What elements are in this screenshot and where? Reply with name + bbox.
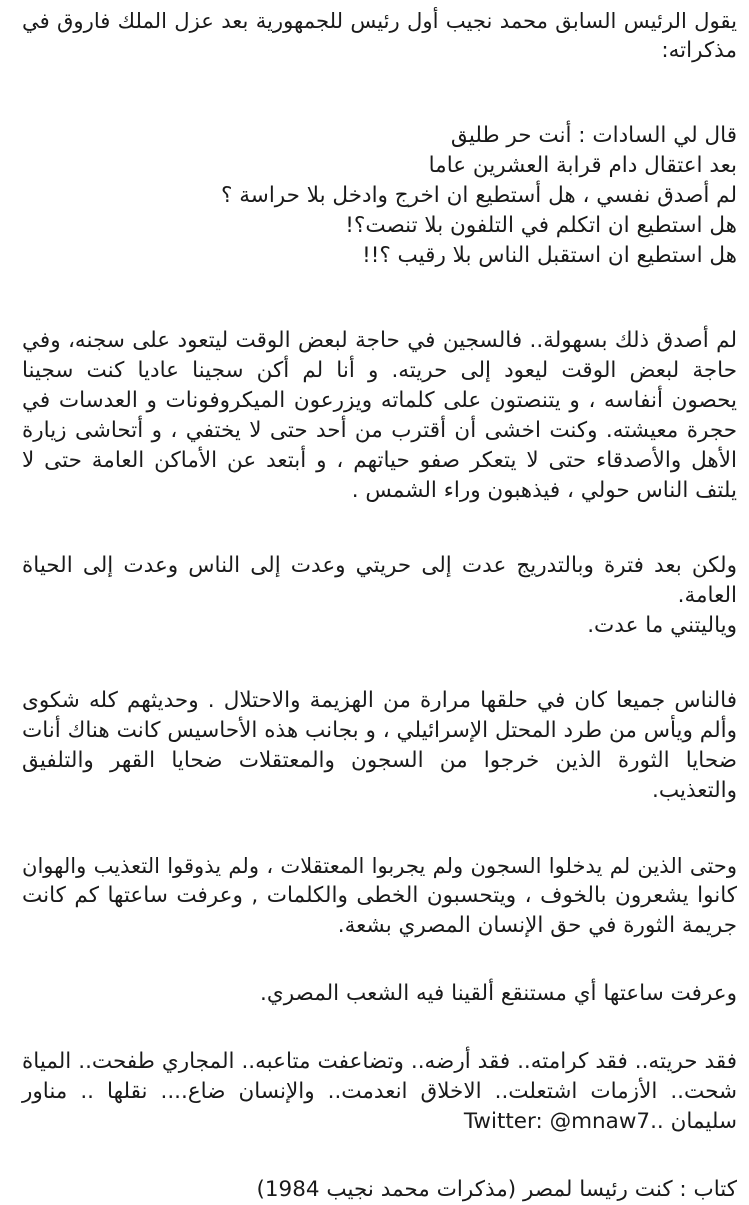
paragraph-sadat-quote [22,121,737,271]
paragraph-gap [22,506,737,551]
paragraph-gap [22,1137,737,1175]
text-line: حجرة معيشته. وكنت اخشى أن أقترب من أحد حتى لا يختفي ، و أتحاشى زيارة [22,418,737,443]
paragraph-fear [22,851,737,941]
paragraph-people [22,686,737,806]
text-line: لم أصدق نفسي ، هل أستطيع ان اخرج وادخل بلا حراسة ؟ [221,183,737,208]
paragraph-intro [22,6,737,66]
text-line: وعرفت ساعتها أي مستنقع ألقينا فيه الشعب المصري. [260,981,737,1006]
paragraph-swamp [22,979,737,1009]
paragraph-gap [22,1009,737,1047]
paragraph-prisoner [22,326,737,506]
book-source-line: كتاب : كنت رئيسا لمصر (مذكرات محمد نجيب 1984) [256,1177,737,1202]
text-line: يقول الرئيس السابق محمد نجيب أول رئيس للجمهورية بعد عزل الملك فاروق في [22,8,737,33]
paragraph-gap [22,271,737,326]
text-line: وحتى الذين لم يدخلوا السجون ولم يجربوا المعتقلات ، ولم يذوقوا التعذيب والهوان [22,853,737,878]
text-line: يحصون أنفاسه ، و يتنصتون على كلماته ويزرعون الميكروفونات و العدسات في [22,388,737,413]
text-line: العامة. [677,583,737,608]
text-line: فالناس جميعا كان في حلقها مرارة من الهزيمة والاحتلال . وحديثهم كله شكوى [22,688,737,713]
text-line: ضحايا الثورة الذين خرجوا من السجون والمعتقلات ضحايا القهر والتلفيق [22,748,737,773]
text-line: كانوا يشعرون بالخوف ، ويتحسبون الخطى والكلمات , وعرفت ساعتها كم كانت [22,883,737,908]
text-line-twitter-credit: سليمان ..Twitter: @mnaw7 [463,1109,737,1134]
text-line: ولكن بعد فترة وبالتدريج عدت إلى حريتي وعدت إلى الناس وعدت إلى الحياة [22,553,737,578]
text-line: الأهل والأصدقاء حتى لا يتعكر صفو حياتهم ، و أبتعد عن الأماكن العامة حتى لا [22,448,737,473]
text-line: فقد حريته.. فقد كرامته.. فقد أرضه.. وتضاعفت متاعبه.. المجاري طفحت.. المياة [22,1049,737,1074]
paragraph-return [22,551,737,641]
text-line: مذكراته: [661,38,737,63]
text-line: لم أصدق ذلك بسهولة.. فالسجين في حاجة لبعض الوقت ليتعود على سجنه، وفي [22,328,737,353]
text-line: يلتف الناس حولي ، فيذهبون وراء الشمس . [351,478,737,503]
text-line: بعد اعتقال دام قرابة العشرين عاما [428,153,737,178]
memoir-text-document [22,6,737,1205]
paragraph-gap [22,66,737,121]
paragraph-gap [22,941,737,979]
text-line: هل استطيع ان استقبل الناس بلا رقيب ؟!! [362,243,737,268]
text-line: وياليتني ما عدت. [587,613,737,638]
text-line: قال لي السادات : أنت حر طليق [450,123,737,148]
text-line: والتعذيب. [652,778,737,803]
text-line: هل استطيع ان اتكلم في التلفون بلا تنصت؟! [345,213,737,238]
text-line: شحت.. الأزمات اشتعلت.. الاخلاق انعدمت.. والإنسان ضاع.... نقلها .. مناور [22,1079,737,1104]
text-line: حاجة لبعض الوقت ليعود إلى حريته. و أنا لم أكن سجينا عاديا كنت سجينا [22,358,737,383]
text-line: جريمة الثورة في حق الإنسان المصري بشعة. [337,913,737,938]
paragraph-losses [22,1047,737,1137]
paragraph-gap [22,641,737,686]
paragraph-gap [22,806,737,851]
paragraph-source [22,1175,737,1205]
text-line: وألم ويأس من طرد المحتل الإسرائيلي ، و بجانب هذه الأحاسيس كانت هناك أنات [22,718,737,743]
